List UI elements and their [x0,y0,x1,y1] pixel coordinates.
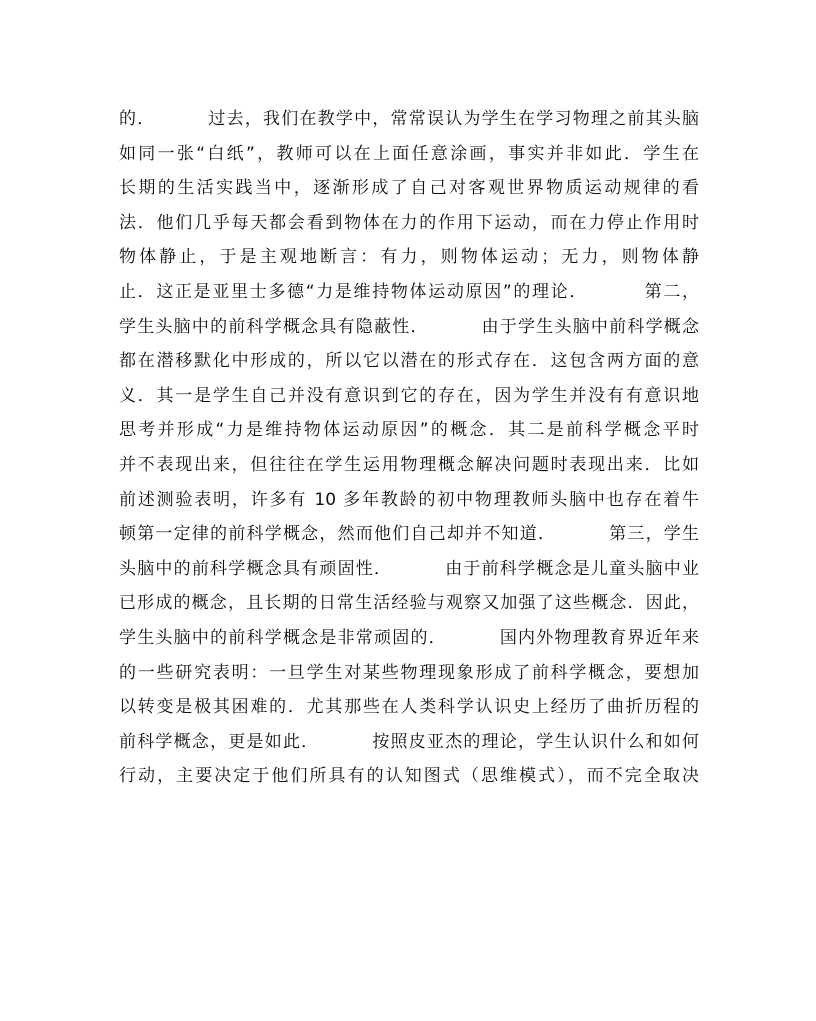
text-line: 行动，主要决定于他们所具有的认知图式（思维模式），而不完全取决 [119,766,699,787]
text-line: 思考并形成“力是维持物体运动原因”的概念．其二是前科学概念平时 [119,420,699,441]
text-line: 以转变是极其困难的．尤其那些在人类科学认识史上经历了曲折历程的 [119,697,699,718]
text-line: 物体静止，于是主观地断言：有力，则物体运动；无力，则物体静 [119,247,699,268]
text-line: 前科学概念，更是如此． 按照皮亚杰的理论，学生认识什么和如何 [119,731,699,752]
text-line: 长期的生活实践当中，逐渐形成了自己对客观世界物质运动规律的看 [119,178,699,199]
text-line: 前述测验表明，许多有 10 多年教龄的初中物理教师头脑中也存在着牛 [119,489,699,510]
text-line: 的一些研究表明：一旦学生对某些物理现象形成了前科学概念，要想加 [119,662,699,683]
text-line: 并不表现出来，但往往在学生运用物理概念解决问题时表现出来．比如 [119,454,699,475]
text-line: 头脑中的前科学概念具有顽固性． 由于前科学概念是儿童头脑中业 [119,558,699,579]
text-line: 学生头脑中的前科学概念具有隐蔽性． 由于学生头脑中前科学概念 [119,316,699,337]
text-line: 已形成的概念，且长期的日常生活经验与观察又加强了这些概念．因此， [119,593,699,614]
text-line: 顿第一定律的前科学概念，然而他们自己却并不知道． 第三，学生 [119,524,699,545]
text-line: 止．这正是亚里士多德“力是维持物体运动原因”的理论． 第二， [119,281,699,302]
text-line: 学生头脑中的前科学概念是非常顽固的． 国内外物理教育界近年来 [119,627,699,648]
text-line: 法．他们几乎每天都会看到物体在力的作用下运动，而在力停止作用时 [119,212,699,233]
text-line: 的． 过去，我们在教学中，常常误认为学生在学习物理之前其头脑 [119,109,699,129]
text-line: 义．其一是学生自己并没有意识到它的存在，因为学生并没有有意识地 [119,385,699,406]
body-text [119,102,699,794]
text-line: 都在潜移默化中形成的，所以它以潜在的形式存在．这包含两方面的意 [119,351,699,372]
text-line: 如同一张“白纸”，教师可以在上面任意涂画，事实并非如此．学生在 [119,143,699,164]
